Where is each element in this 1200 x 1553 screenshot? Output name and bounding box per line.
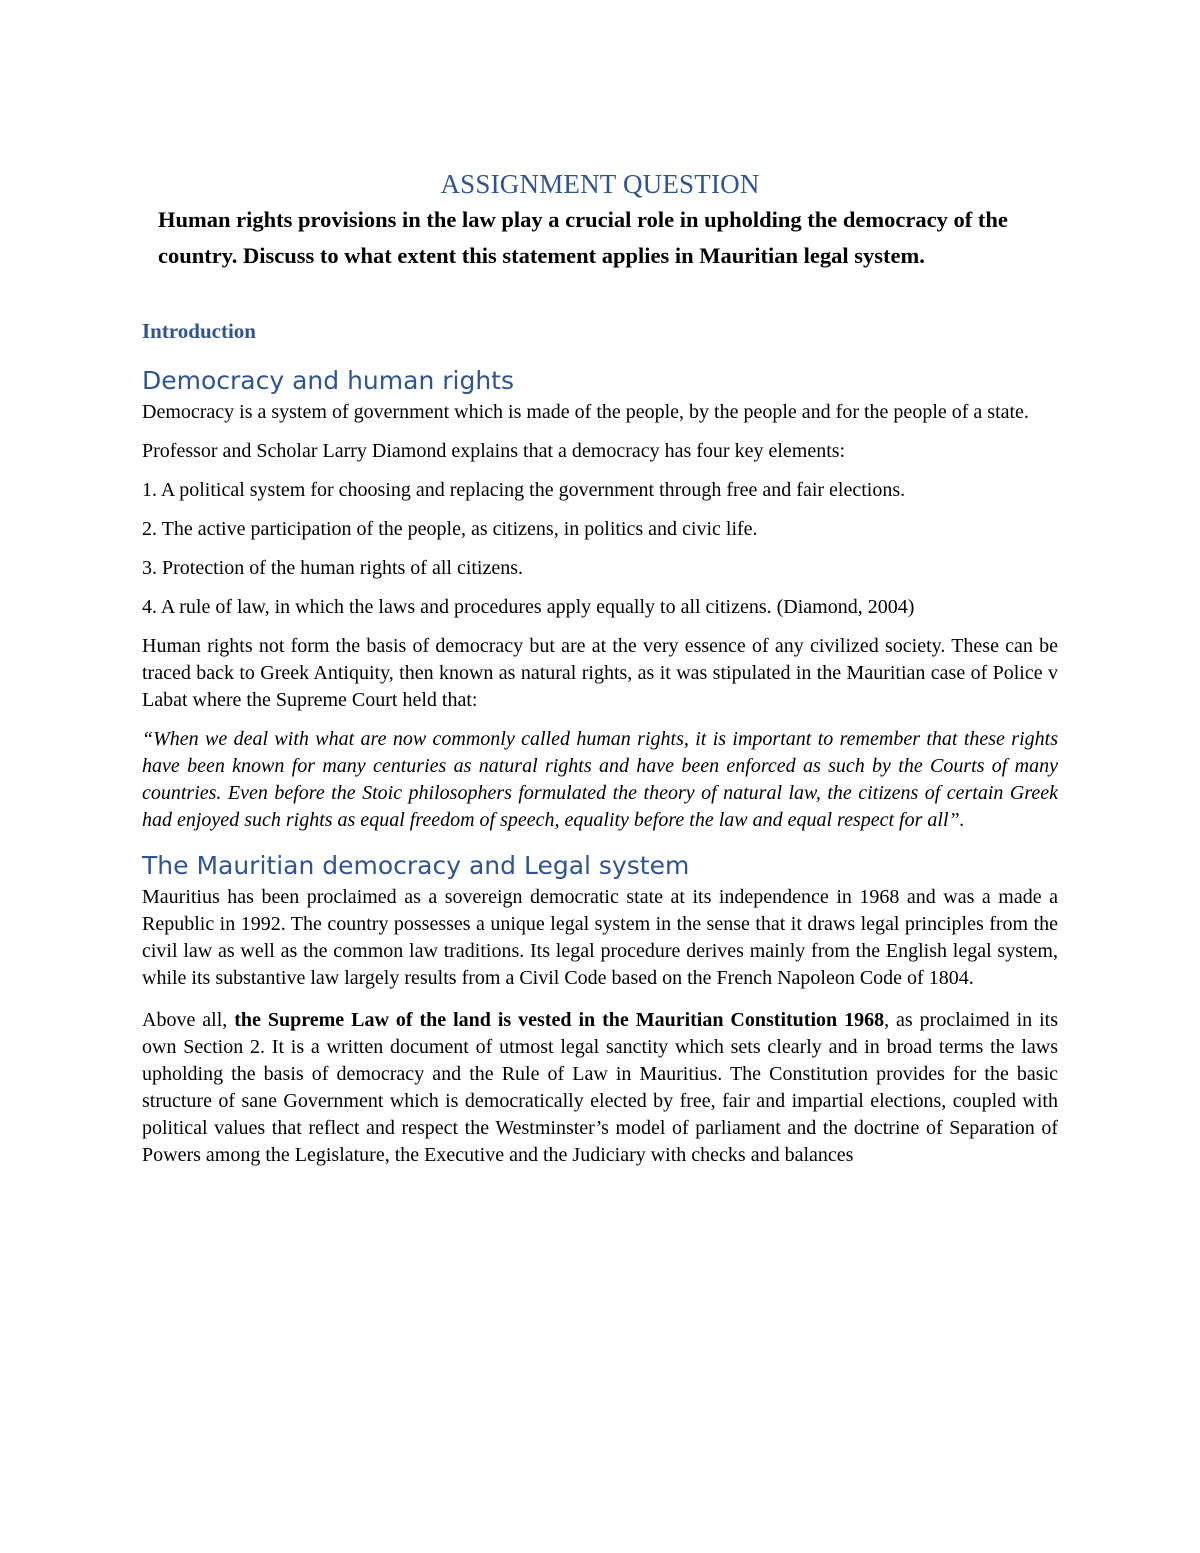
assignment-title: ASSIGNMENT QUESTION: [440, 169, 760, 199]
assignment-question: Human rights provisions in the law play a crucial role in upholding the democracy of the country. Discuss to what extent this statement applies in Mauritian legal system.: [158, 207, 1008, 268]
list-item-2: 2. The active participation of the people, as citizens, in politics and civic life.: [142, 518, 758, 540]
quote-text: “When we deal with what are now commonly called human rights, it is important to remember that these rights have been known for many centuries as natural rights and have been enforced as such by the Courts of many countries. Even before the Stoic philosophers formulated the theory of natural law, the citizens of certain Greek had enjoyed such rights as equal freedom of speech, equality before the law and equal respect for all”: [142, 728, 1058, 831]
supreme-law-rest: , as proclaimed in its own Section 2. It is a written document of utmost legal sanctity which sets clearly and in broad terms the laws upholding the basis of democracy and the Rule of Law in Mauritius. The Constitution provides for the basic structure of sane Government which is democratically elected by free, fair and impartial elections, coupled with political values that reflect and respect the Westminster’s model of parliament and the doctrine of Separation of Powers among the Legislature, the Executive and the Judiciary with checks and balances: [142, 1009, 1059, 1166]
list-item-3: 3. Protection of the human rights of all citizens.: [142, 557, 524, 579]
document-body: [142, 166, 1058, 1169]
paragraph-democracy-definition: Democracy is a system of government which is made of the people, by the people and for the people of a state.: [142, 401, 1029, 423]
section-heading-mauritian-democracy: The Mauritian democracy and Legal system: [142, 851, 690, 880]
list-item-4: 4. A rule of law, in which the laws and procedures apply equally to all citizens. (Diamond, 2004): [142, 596, 915, 618]
paragraph-diamond-intro: Professor and Scholar Larry Diamond explains that a democracy has four key elements:: [142, 440, 846, 462]
paragraph-mauritius-legal-system: Mauritius has been proclaimed as a sovereign democratic state at its independence in 1968 and was a made a Republic in 1992. The country possesses a unique legal system in the sense that it draws legal principles from the civil law as well as the common law traditions. Its legal procedure derives mainly from the English legal system, while its substantive law largely results from a Civil Code based on the French Napoleon Code of 1804.: [142, 886, 1058, 989]
introduction-heading: Introduction: [142, 319, 256, 343]
quote-police-v-labat: [142, 726, 1058, 834]
quote-end-punctuation: .: [959, 809, 965, 831]
paragraph-human-rights-essence: Human rights not form the basis of democracy but are at the very essence of any civilized society. These can be traced back to Greek Antiquity, then known as natural rights, as it was stipulated in the Mauritian case of Police v Labat where the Supreme Court held that:: [142, 635, 1058, 711]
supreme-law-bold-phrase: the Supreme Law of the land is vested in the Mauritian Constitution 1968: [234, 1009, 885, 1031]
section-heading-democracy-human-rights: Democracy and human rights: [142, 366, 515, 395]
list-item-1: 1. A political system for choosing and replacing the government through free and fair elections.: [142, 479, 906, 501]
supreme-law-lead: Above all,: [142, 1009, 235, 1031]
paragraph-supreme-law: [142, 1007, 1058, 1169]
